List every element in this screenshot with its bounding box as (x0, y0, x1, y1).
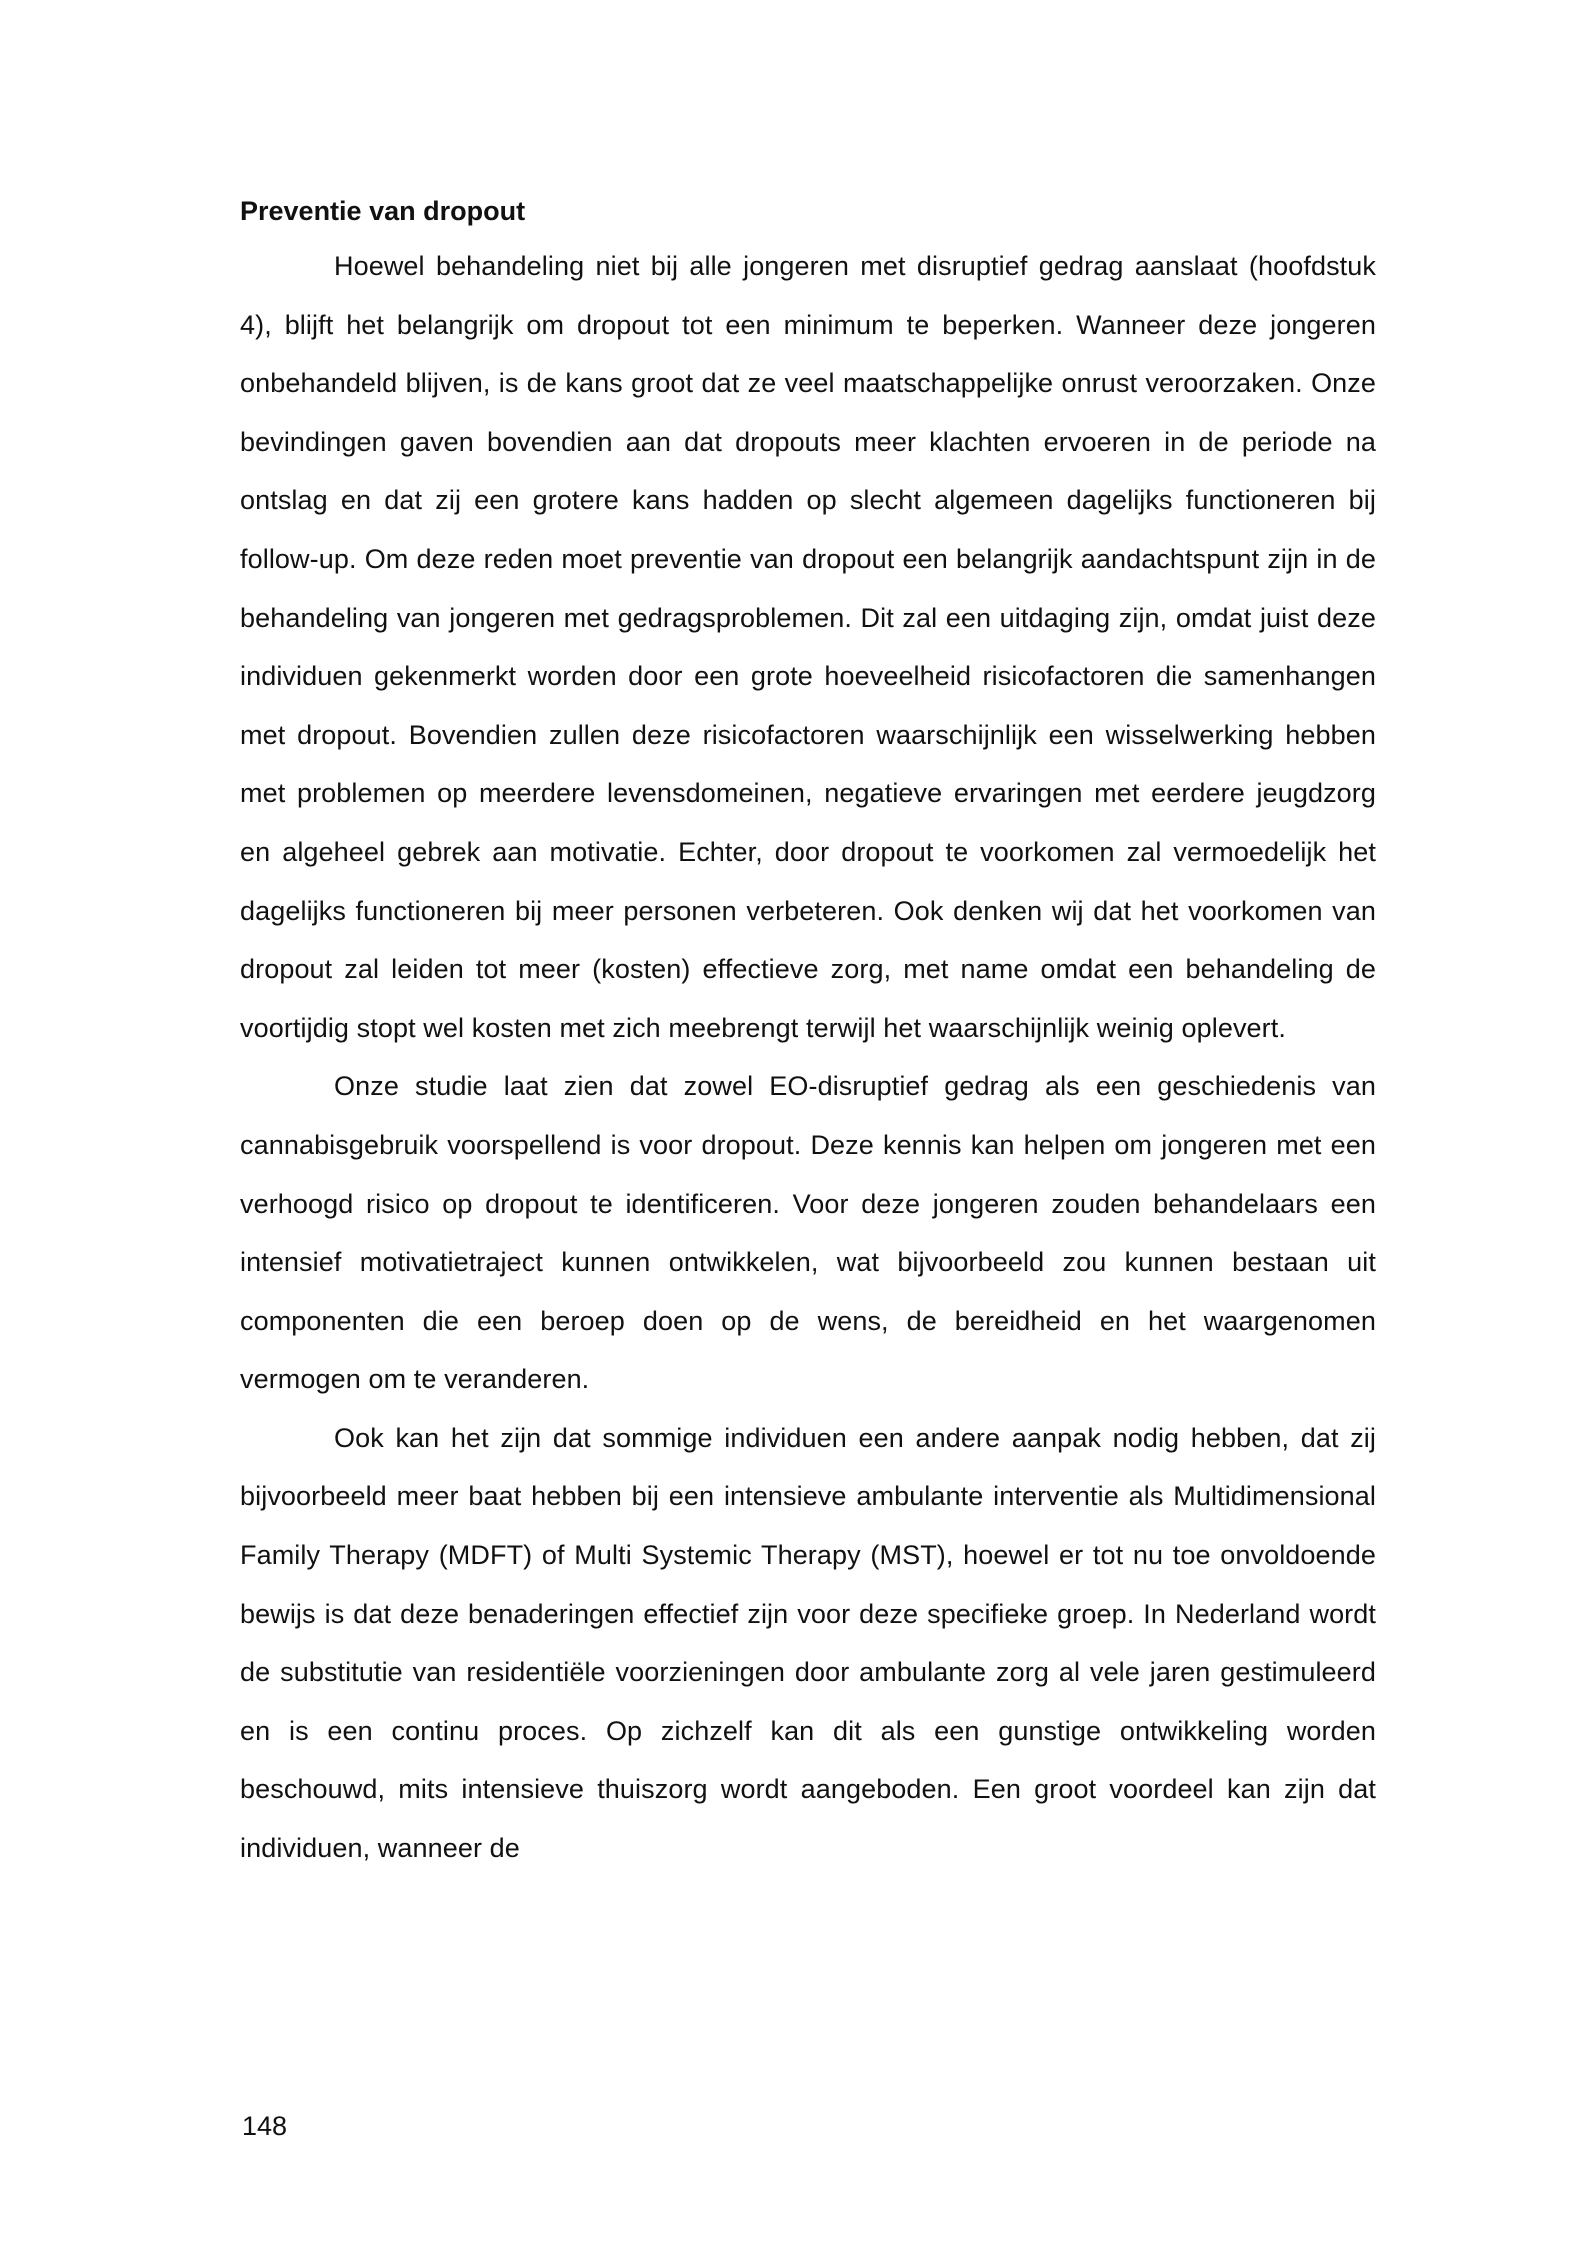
section-heading: Preventie van dropout (240, 196, 526, 226)
paragraph-3: Ook kan het zijn dat sommige individuen een andere aanpak nodig hebben, dat zij bijvoorbeeld meer baat hebben bij een intensieve ambulante interventie als Multidimensional Family Therapy (MDFT) of Multi Systemic Therapy (MST), hoewel er tot nu toe onvoldoende bewijs is dat deze benaderingen effectief zijn voor deze specifieke groep. In Nederland wordt de substitutie van residentiële voorzieningen door ambulante zorg al vele jaren gestimuleerd en is een continu proces. Op zichzelf kan dit als een gunstige ontwikkeling worden beschouwd, mits intensieve thuiszorg wordt aangeboden. Een groot voordeel kan zijn dat individuen, wanneer de (240, 1422, 1376, 1864)
paragraph-1: Hoewel behandeling niet bij alle jongeren met disruptief gedrag aanslaat (hoofdstuk 4), blijft het belangrijk om dropout tot een minimum te beperken. Wanneer deze jongeren onbehandeld blijven, is de kans groot dat ze veel maatschappelijke onrust veroorzaken. Onze bevindingen gaven bovendien aan dat dropouts meer klachten ervoeren in de periode na ontslag en dat zij een grotere kans hadden op slecht algemeen dagelijks functioneren bij follow-up. Om deze reden moet preventie van dropout een belangrijk aandachtspunt zijn in de behandeling van jongeren met gedragsproblemen. Dit zal een uitdaging zijn, omdat juist deze individuen gekenmerkt worden door een grote hoeveelheid risicofactoren die samenhangen met dropout. Bovendien zullen deze risicofactoren waarschijnlijk een wisselwerking hebben met problemen op meerdere levensdomeinen, negatieve ervaringen met eerdere jeugdzorg en algeheel gebrek aan motivatie. Echter, door dropout te voorkomen zal vermoedelijk het dagelijks functioneren bij meer personen verbeteren. Ook denken wij dat het voorkomen van dropout zal leiden tot meer (kosten) effectieve zorg, met name omdat een behandeling de voortijdig stopt wel kosten met zich meebrengt terwijl het waarschijnlijk weinig oplevert. (240, 251, 1376, 1043)
page-number: 148 (242, 2111, 288, 2141)
page-body (240, 185, 1376, 1878)
paragraph-2: Onze studie laat zien dat zowel EO-disruptief gedrag als een geschiedenis van cannabisgebruik voorspellend is voor dropout. Deze kennis kan helpen om jongeren met een verhoogd risico op dropout te identificeren. Voor deze jongeren zouden behandelaars een intensief motivatietraject kunnen ontwikkelen, wat bijvoorbeeld zou kunnen bestaan uit componenten die een beroep doen op de wens, de bereidheid en het waargenomen vermogen om te veranderen. (240, 1071, 1376, 1395)
